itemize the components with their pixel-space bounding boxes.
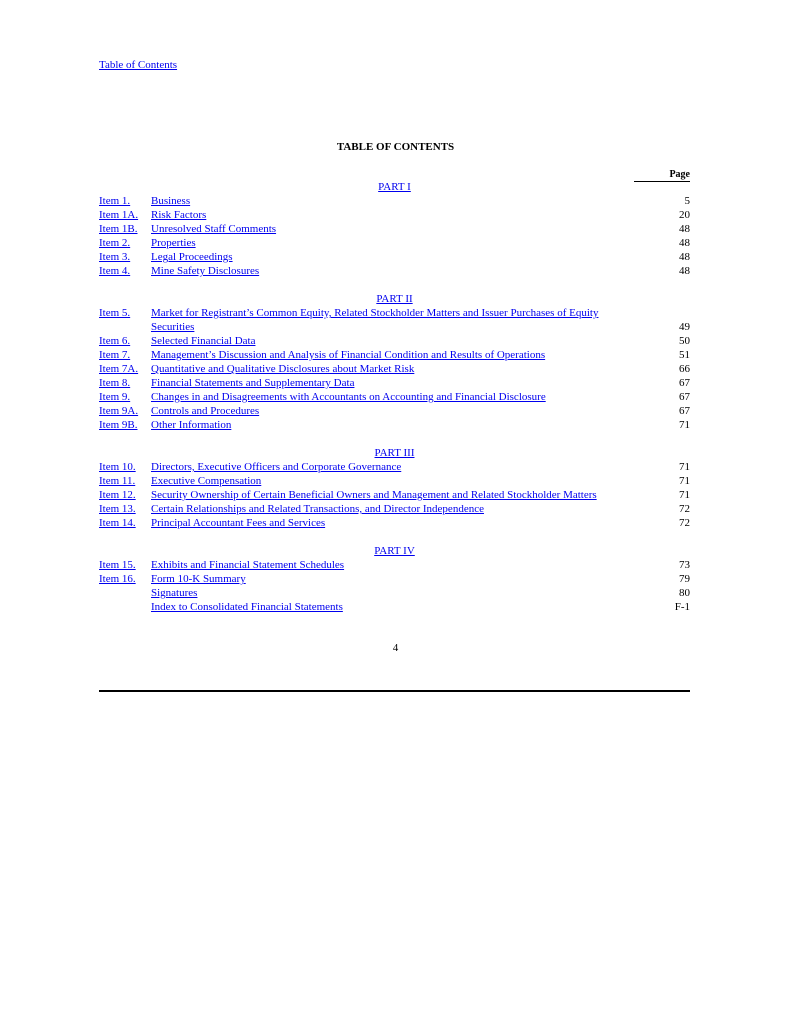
toc-row [99, 404, 690, 418]
toc-page-number: 72 [679, 503, 690, 515]
toc-item-title-line2[interactable]: Securities [151, 321, 195, 333]
toc-item-number[interactable]: Item 12. [99, 489, 136, 501]
page-number: 4 [392, 642, 399, 654]
part-i-link[interactable]: PART I [378, 181, 411, 193]
toc-item-title[interactable]: Selected Financial Data [151, 335, 256, 347]
toc-item-title[interactable]: Legal Proceedings [151, 251, 233, 263]
toc-page-number: 72 [679, 517, 690, 529]
toc-row [99, 250, 690, 264]
spacer [99, 278, 690, 292]
toc-item-number[interactable]: Item 7. [99, 349, 131, 361]
toc-page-number: 73 [679, 559, 690, 571]
toc-item-title[interactable]: Mine Safety Disclosures [151, 265, 260, 277]
toc-item-number[interactable]: Item 9B. [99, 419, 138, 431]
toc-item-number[interactable]: Item 6. [99, 335, 131, 347]
toc-item-title[interactable]: Changes in and Disagreements with Accountants on Accounting and Financial Disclosure [151, 391, 546, 403]
toc-page-number: 48 [679, 237, 690, 249]
toc-item-title[interactable]: Security Ownership of Certain Beneficial Owners and Management and Related Stockholder Matters [151, 489, 597, 501]
toc-table [99, 180, 690, 614]
toc-page-number: 66 [679, 363, 690, 375]
toc-row [99, 390, 690, 404]
toc-page-number: 51 [679, 349, 690, 361]
toc-item-title[interactable]: Properties [151, 237, 196, 249]
toc-item-title[interactable]: Controls and Procedures [151, 405, 260, 417]
toc-item-number[interactable]: Item 9. [99, 391, 131, 403]
toc-item-title[interactable]: Financial Statements and Supplementary Data [151, 377, 355, 389]
toc-item-number[interactable]: Item 10. [99, 461, 136, 473]
toc-row [99, 460, 690, 474]
toc-page-number: 48 [679, 251, 690, 263]
part-heading [99, 446, 690, 460]
toc-item-title[interactable]: Certain Relationships and Related Transactions, and Director Independence [151, 503, 484, 515]
toc-row [99, 236, 690, 250]
toc-page-number: 71 [679, 419, 690, 431]
toc-page-number: 5 [684, 195, 690, 207]
toc-row [99, 558, 690, 572]
toc-item-number[interactable]: Item 1A. [99, 209, 139, 221]
toc-row [99, 418, 690, 432]
toc-item-title[interactable]: Form 10-K Summary [151, 573, 246, 585]
toc-item-number[interactable]: Item 5. [99, 307, 131, 319]
part-heading [99, 544, 690, 558]
toc-row [99, 572, 690, 586]
toc-item-title-signatures[interactable]: Signatures [151, 587, 198, 599]
page-divider [99, 690, 690, 692]
toc-page-number: 67 [679, 391, 690, 403]
toc-row [99, 264, 690, 278]
toc-row [99, 208, 690, 222]
part-heading [99, 180, 690, 194]
toc-row [99, 474, 690, 488]
toc-page-number: 71 [679, 461, 690, 473]
toc-item-number[interactable]: Item 4. [99, 265, 131, 277]
toc-item-number[interactable]: Item 7A. [99, 363, 139, 375]
page-column-header: Page [634, 169, 690, 182]
table-of-contents-link[interactable]: Table of Contents [99, 59, 178, 71]
toc-item-number[interactable]: Item 3. [99, 251, 131, 263]
toc-page-number: 67 [679, 405, 690, 417]
toc-item-number[interactable]: Item 1. [99, 195, 131, 207]
toc-page-number: 80 [679, 587, 690, 599]
toc-page-number: 71 [679, 489, 690, 501]
toc-item-title[interactable]: Risk Factors [151, 209, 207, 221]
toc-page-number: 79 [679, 573, 690, 585]
toc-item-number[interactable]: Item 15. [99, 559, 136, 571]
toc-item-title-financial-index[interactable]: Index to Consolidated Financial Statements [151, 601, 343, 613]
toc-item-number[interactable]: Item 1B. [99, 223, 138, 235]
toc-row [99, 222, 690, 236]
toc-item-title[interactable]: Business [151, 195, 191, 207]
toc-row-continuation [99, 320, 690, 334]
toc-row [99, 362, 690, 376]
part-ii-link[interactable]: PART II [376, 293, 413, 305]
toc-item-number[interactable]: Item 11. [99, 475, 136, 487]
spacer [99, 530, 690, 544]
toc-item-number[interactable]: Item 9A. [99, 405, 139, 417]
toc-item-title[interactable]: Quantitative and Qualitative Disclosures about Market Risk [151, 363, 415, 375]
toc-item-number[interactable]: Item 16. [99, 573, 136, 585]
toc-page-number: 67 [679, 377, 690, 389]
toc-item-number[interactable]: Item 13. [99, 503, 136, 515]
toc-item-number[interactable]: Item 8. [99, 377, 131, 389]
toc-page-number: 71 [679, 475, 690, 487]
toc-row [99, 516, 690, 530]
toc-item-title[interactable]: Other Information [151, 419, 232, 431]
part-iii-link[interactable]: PART III [374, 447, 415, 459]
page-title: TABLE OF CONTENTS [336, 141, 455, 153]
toc-row [99, 306, 690, 320]
toc-item-title[interactable]: Principal Accountant Fees and Services [151, 517, 326, 529]
toc-item-title[interactable]: Directors, Executive Officers and Corporate Governance [151, 461, 402, 473]
toc-item-title[interactable]: Exhibits and Financial Statement Schedules [151, 559, 345, 571]
toc-page-number: F-1 [674, 601, 690, 613]
toc-item-title[interactable]: Management’s Discussion and Analysis of Financial Condition and Results of Operations [151, 349, 546, 361]
toc-page-number: 50 [679, 335, 690, 347]
toc-row [99, 194, 690, 208]
toc-item-number[interactable]: Item 2. [99, 237, 131, 249]
toc-page-number: 49 [679, 321, 690, 333]
toc-row [99, 586, 690, 600]
toc-item-title[interactable]: Market for Registrant’s Common Equity, Related Stockholder Matters and Issuer Purchases of Equity [151, 307, 599, 319]
toc-item-title[interactable]: Unresolved Staff Comments [151, 223, 277, 235]
part-iv-link[interactable]: PART IV [374, 545, 415, 557]
toc-row [99, 502, 690, 516]
spacer [99, 432, 690, 446]
toc-page-number: 20 [679, 209, 690, 221]
toc-row [99, 488, 690, 502]
toc-page-number: 48 [679, 223, 690, 235]
toc-row [99, 376, 690, 390]
toc-page-number: 48 [679, 265, 690, 277]
toc-row [99, 600, 690, 614]
toc-item-title[interactable]: Executive Compensation [151, 475, 262, 487]
toc-item-number[interactable]: Item 14. [99, 517, 136, 529]
toc-row [99, 334, 690, 348]
part-heading [99, 292, 690, 306]
toc-row [99, 348, 690, 362]
